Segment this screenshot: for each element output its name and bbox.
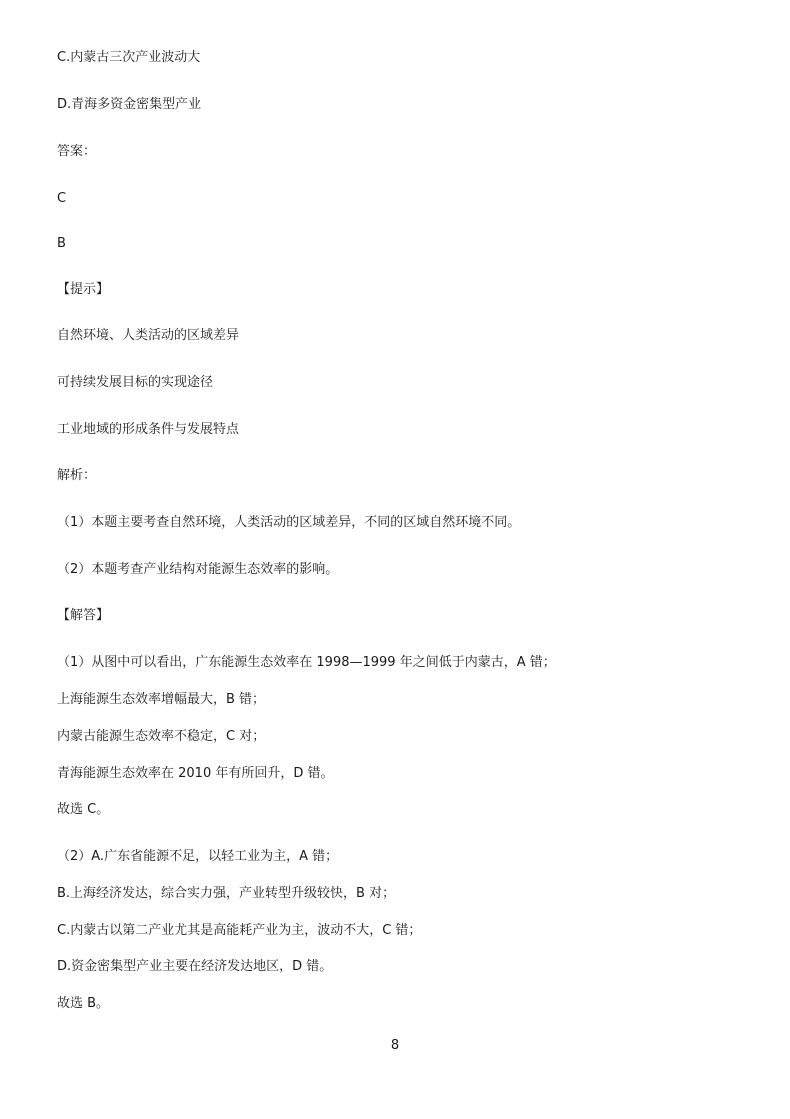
solution-2-d: D.资金密集型产业主要在经济发达地区，D 错。 [57,959,333,974]
analysis-1: （1）本题主要考查自然环境，人类活动的区域差异，不同的区域自然环境不同。 [57,515,521,530]
solution-2-c: C.内蒙古以第二产业尤其是高能耗产业为主，波动不大，C 错； [57,923,422,938]
solution-2-choice: 故选 B。 [57,996,110,1011]
solution-1-choice: 故选 C。 [57,802,110,817]
option-c-text: C.内蒙古三次产业波动大 [57,50,201,65]
page-number: 8 [390,1038,400,1053]
solution-heading: 【解答】 [57,608,110,623]
solution-1-c: 内蒙古能源生态效率不稳定，C 对； [57,729,266,744]
solution-1-b: 上海能源生态效率增幅最大，B 错； [57,692,266,707]
solution-2-a: （2）A.广东省能源不足，以轻工业为主，A 错； [57,849,339,864]
analysis-2: （2）本题考查产业结构对能源生态效率的影响。 [57,562,339,577]
answer-heading: 答案： [57,144,97,159]
option-d-text: D.青海多资金密集型产业 [57,97,202,112]
hint-heading: 【提示】 [57,282,110,297]
solution-1-a: （1）从图中可以看出，广东能源生态效率在 1998—1999 年之间低于内蒙古，A 错； [57,655,556,670]
hint-topic-2: 可持续发展目标的实现途径 [57,375,214,390]
solution-1-d: 青海能源生态效率在 2010 年有所回升，D 错。 [57,766,334,781]
solution-2-b: B.上海经济发达，综合实力强，产业转型升级较快，B 对； [57,886,396,901]
analysis-heading: 解析： [57,468,97,483]
answer-1: C [57,191,67,206]
answer-2: B [57,236,66,251]
hint-topic-1: 自然环境、人类活动的区域差异 [57,328,240,343]
hint-topic-3: 工业地域的形成条件与发展特点 [57,422,240,437]
